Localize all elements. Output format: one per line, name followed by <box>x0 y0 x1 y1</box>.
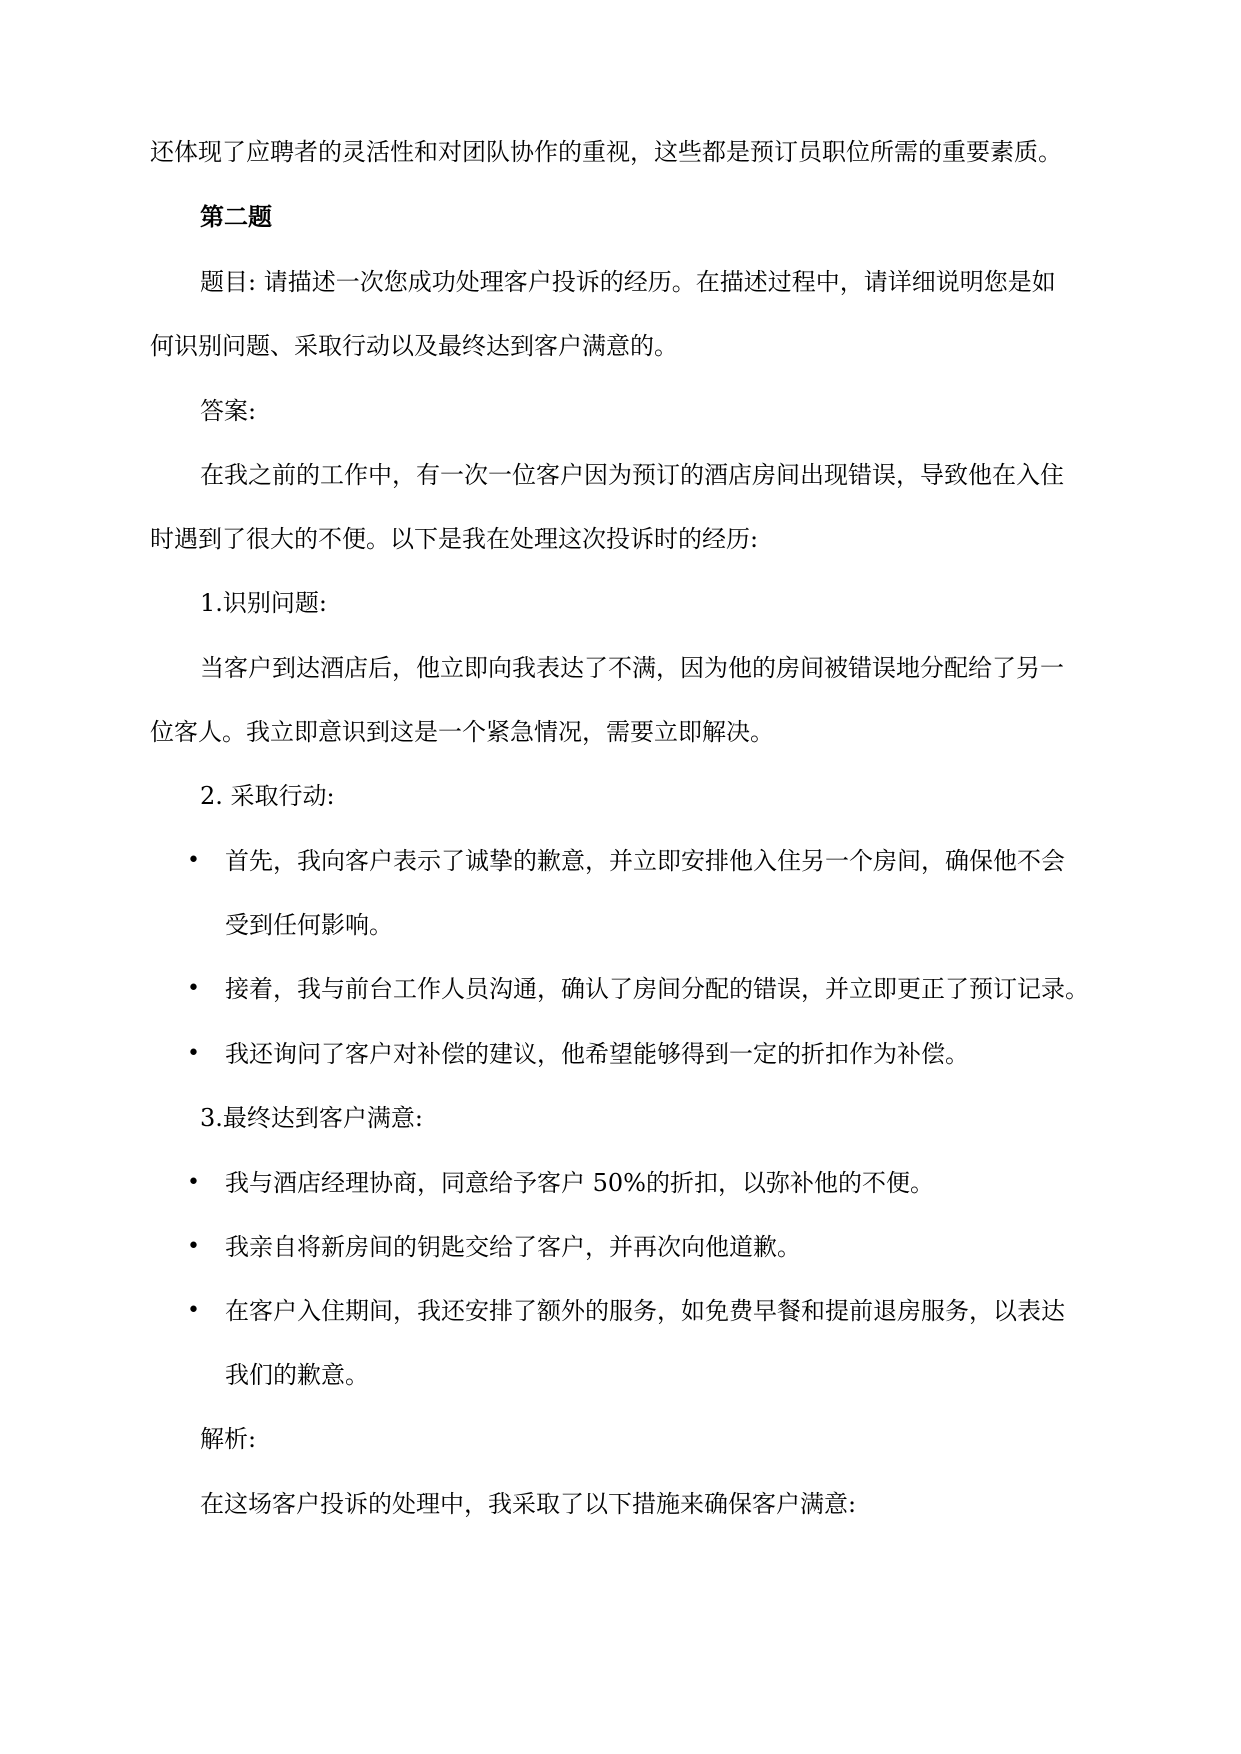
step2-bullet-1-line-1: 首先，我向客户表示了诚挚的歉意，并立即安排他入住另一个房间，确保他不会 <box>225 847 1065 875</box>
bullet-marker: • <box>187 848 200 873</box>
step3-title: 3.最终达到客户满意: <box>200 1104 423 1132</box>
bullet-marker: • <box>187 1298 200 1323</box>
step1-line-2: 位客人。我立即意识到这是一个紧急情况，需要立即解决。 <box>150 718 774 746</box>
section-heading: 第二题 <box>200 202 272 231</box>
step2-bullet-3: 我还询问了客户对补偿的建议，他希望能够得到一定的折扣作为补偿。 <box>225 1040 969 1068</box>
step3-bullet-2: 我亲自将新房间的钥匙交给了客户，并再次向他道歉。 <box>225 1233 801 1261</box>
analysis-label: 解析: <box>200 1425 257 1453</box>
bullet-marker: • <box>187 1234 200 1259</box>
bullet-marker: • <box>187 1170 200 1195</box>
answer-intro-line-1: 在我之前的工作中，有一次一位客户因为预订的酒店房间出现错误，导致他在入住 <box>200 461 1064 489</box>
question-line-2: 何识别问题、采取行动以及最终达到客户满意的。 <box>150 332 678 360</box>
step3-bullet-3-line-2: 我们的歉意。 <box>225 1361 369 1389</box>
step3-bullet-1: 我与酒店经理协商，同意给予客户 50%的折扣，以弥补他的不便。 <box>225 1169 934 1197</box>
step2-bullet-2: 接着，我与前台工作人员沟通，确认了房间分配的错误，并立即更正了预订记录。 <box>225 975 1089 1003</box>
step1-line-1: 当客户到达酒店后，他立即向我表达了不满，因为他的房间被错误地分配给了另一 <box>200 654 1064 682</box>
bullet-marker: • <box>187 976 200 1001</box>
analysis-intro: 在这场客户投诉的处理中，我采取了以下措施来确保客户满意: <box>200 1490 857 1518</box>
step1-title: 1.识别问题: <box>200 589 327 617</box>
question-line-1: 题目: 请描述一次您成功处理客户投诉的经历。在描述过程中，请详细说明您是如 <box>200 268 1056 296</box>
answer-intro-line-2: 时遇到了很大的不便。以下是我在处理这次投诉时的经历: <box>150 525 759 553</box>
paragraph-intro-end: 还体现了应聘者的灵活性和对团队协作的重视，这些都是预订员职位所需的重要素质。 <box>150 138 1062 166</box>
bullet-marker: • <box>187 1041 200 1066</box>
step3-bullet-3-line-1: 在客户入住期间，我还安排了额外的服务，如免费早餐和提前退房服务，以表达 <box>225 1297 1065 1325</box>
step2-bullet-1-line-2: 受到任何影响。 <box>225 911 393 939</box>
step2-title: 2. 采取行动: <box>200 782 335 810</box>
answer-label: 答案: <box>200 397 257 425</box>
